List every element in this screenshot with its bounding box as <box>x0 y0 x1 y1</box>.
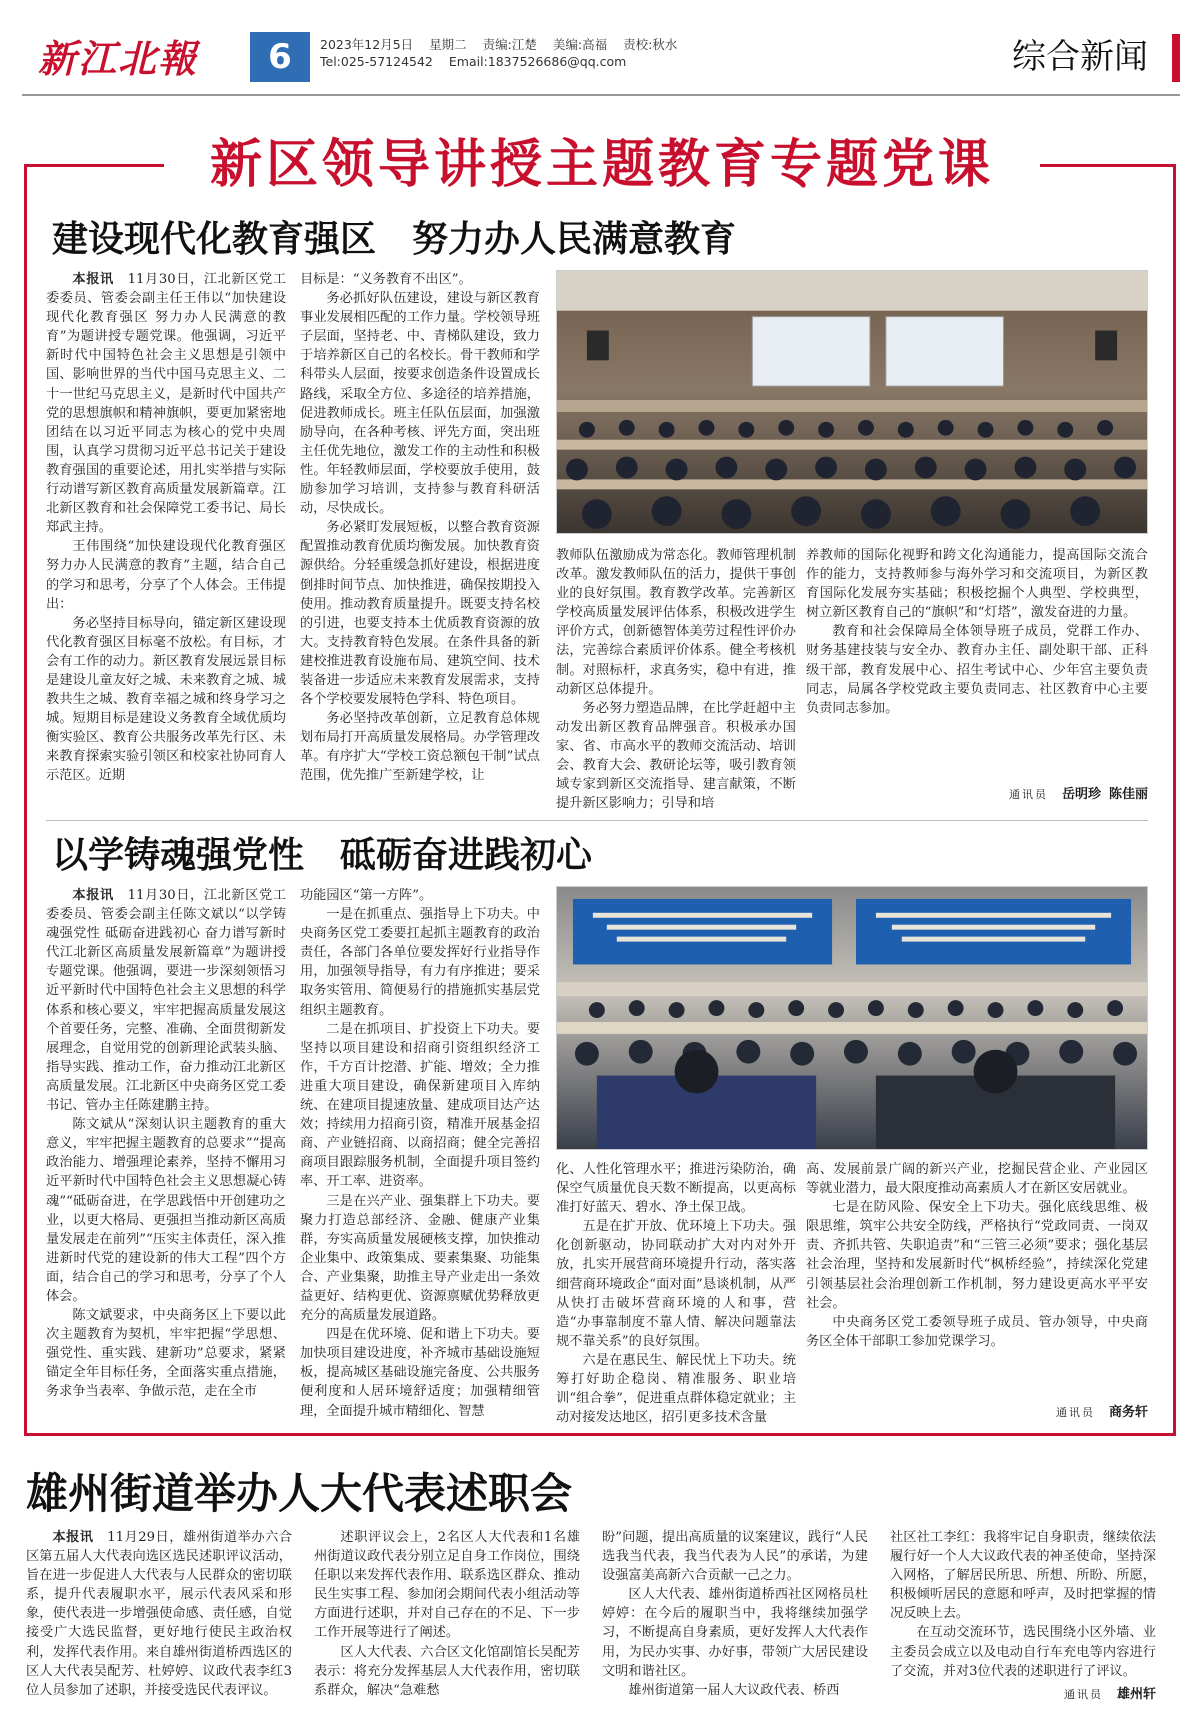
article2-para: 七是在防风险、保安全上下功夫。强化底线思维、极限思维，筑牢公共安全防线，严格执行“党政同责、一岗双责、齐抓共管、失职追责”和“三管三必须”要求；强化基层社会治理，坚持和发展新时代“枫桥经验”，持续深化党建引领基层社会治理创新工作机制，努力建设更高水平平安社会。 <box>806 1200 1148 1311</box>
frame-top-right <box>1040 164 1176 167</box>
banner-title: 新区领导讲授主题教育专题党课 <box>209 135 994 195</box>
frame-top-left <box>24 164 164 167</box>
article2-para: 三是在兴产业、强集群上下功夫。要聚力打造总部经济、金融、健康产业集群，夯实高质量发展硬核支撑，加快推动企业集中、政策集成、要素集聚、功能集合、产业集聚，助推主导产业走出一条效益更好、结构更优、资源禀赋优势释放更充分的高质量发展道路。 <box>300 1193 540 1324</box>
article2-column-2 <box>300 886 540 1420</box>
article1-para: 务必紧盯发展短板，以整合教育资源配置推动教育优质均衡发展。加快教育资源供给。分轻重缓急抓好建设，根据进度倒排时间节点、加快推进，确保按期投入使用。推动教育质量提升。既要支持名校的引进，也要支持本土优质教育资源的放大。支持教育特色发展。在条件具备的新建校推进教育设施布局、建筑空间、技术装备进一步适应未来教育发展需求，支持各个学校要发展特色学科、特色项目。 <box>300 520 540 708</box>
article3-para: 雄州街道第一届人大议政代表、桥西 <box>628 1682 840 1698</box>
page-number: 6 <box>250 32 310 82</box>
article1-column-1 <box>46 270 286 790</box>
article2-byline <box>1000 1402 1148 1424</box>
article1-para: 11月30日，江北新区党工委委员、管委会副主任王伟以“加快建设现代化教育强区 努力办人民满意的教育”为题讲授专题党课。他强调，习近平新时代中国特色社会主义思想是引领中国、影响世界的当代中国马克思主义、二十一世纪马克思主义，是新时代中国共产党的思想旗帜和精神旗帜，要更加紧密地团结在以习近平同志为核心的党中央周围，认真学习贯彻习近平总书记关于建设教育强国的重要论述，用扎实举措与实际行动谱写新区教育高质量发展新篇章。江北新区教育和社会保障党工委书记、局长郑武主持。 <box>46 272 287 536</box>
article2-para: 功能园区“第一方阵”。 <box>300 888 433 903</box>
article2-headline: 以学铸魂强党性 砥砺奋进践初心 <box>52 835 593 876</box>
article1-para: 目标是：“义务教育不出区”。 <box>300 272 472 287</box>
article2-column-1 <box>46 886 286 1420</box>
article1-byline <box>900 784 1148 806</box>
article3-para: 11月29日，雄州街道举办六合区第五届人大代表向选区选民述职评议活动，旨在进一步促进人大代表与人民群众的密切联系，提升代表履职水平，展示代表风采和形象，使代表进一步增强使命感、责任感，自觉接受广大选民监督，更好地行使民主政治权利，发挥代表作用。来自雄州街道桥西选区的区人大代表吴配芳、杜婷婷、议政代表李红3位人员参加了述职，并接受选民代表评议。 <box>26 1530 293 1698</box>
article3-para: 在互动交流环节，选民围绕小区外墙、业主委员会成立以及电动自行车充电等内容进行了交流，并对3位代表的述职进行了评议。 <box>890 1625 1156 1679</box>
article2-para: 六是在惠民生、解民忧上下功夫。统筹打好助企稳岗、精准服务、职业培训“组合拳”，促进重点群体稳定就业；主动对接发达地区，招引更多技术含量 <box>556 1352 796 1426</box>
article3-column-3 <box>602 1528 868 1704</box>
section-title: 综合新闻 <box>1012 37 1148 77</box>
proofreader-credit: 责校:秋水 <box>623 37 678 52</box>
masthead <box>22 28 1180 86</box>
article2-para: 中央商务区党工委领导班子成员、管办领导，中央商务区全体干部职工参加党课学习。 <box>806 1314 1148 1349</box>
article3-column-1 <box>26 1528 292 1704</box>
byline-label: 通讯员 <box>1055 1406 1095 1419</box>
article2-para: 一是在抓重点、强指导上下功夫。中央商务区党工委要扛起抓主题教育的政治责任，各部门各单位要发挥好行业指导作用，加强领导指导，有力有序推进；要采取务实管用、简便易行的措施抓实基层党组织主题教育。 <box>300 907 540 1018</box>
article1-para: 王伟围绕“加快建设现代化教育强区 努力办人民满意的教育”主题，结合自己的学习和思考，分享了个人体会。王伟提出： <box>46 539 286 612</box>
article3-para: 区人大代表、六合区文化馆副馆长吴配芳表示：将充分发挥基层人大代表作用，密切联系群众，解决“急难愁 <box>314 1644 580 1698</box>
article2-photo <box>556 886 1148 1150</box>
article1-para: 务必坚持改革创新，立足教育总体规划布局打开高质量发展格局。办学管理改革。有序扩大“学校工资总额包干制”试点范围，优先推广至新建学校，让 <box>300 711 540 784</box>
article1-para: 教育和社会保障局全体领导班子成员，党群工作办、财务基建技装与安全办、教育办主任、副处职干部、正科级干部，教育发展中心、招生考试中心、少年宫主要负责同志，局属各学校党政主要负责同志、社区教育中心主要负责同志参加。 <box>806 624 1148 716</box>
byline-name: 陈佳丽 <box>1108 787 1148 802</box>
masthead-rule <box>22 94 1180 96</box>
article3-para: 区人大代表、雄州街道桥西社区网格员杜婷婷：在今后的履职当中，我将继续加强学习，不断提高自身素质，更好发挥人大代表作用，为民办实事、办好事，带领广大居民建设文明和谐社区。 <box>602 1587 868 1679</box>
article1-para: 教师队伍激励成为常态化。教师管理机制改革。激发教师队伍的活力，提供干事创业的良好氛围。教育教学改革。完善新区学校高质量发展评估体系，积极改进学生评价方式，创新德智体美劳过程性评价办法，完善综合素质评价体系。健全考核机制。对照标杆，求真务实，稳中有进，推动新区总体提升。 <box>556 548 796 697</box>
byline-name: 商务轩 <box>1108 1405 1148 1420</box>
article3-headline: 雄州街道举办人大代表述职会 <box>26 1469 573 1518</box>
section-accent-bar <box>1172 34 1180 82</box>
article2-column-4 <box>806 1160 1148 1398</box>
byline-name: 雄州轩 <box>1116 1687 1156 1702</box>
article2-column-3 <box>556 1160 796 1426</box>
meeting-hall-photo-icon <box>557 271 1147 533</box>
article-divider <box>46 820 1148 821</box>
article3-para: 社区社工李红：我将牢记自身职责，继续依法履行好一个人大议政代表的神圣使命，坚持深入网格，了解居民所思、所想、所盼、所愿，积极倾听居民的意愿和呼声，及时把掌握的情况反映上去。 <box>890 1530 1156 1622</box>
article1-column-2 <box>300 270 540 790</box>
contact-email: Email:1837526686@qq.com <box>448 54 627 69</box>
issue-date: 2023年12月5日 <box>320 37 414 52</box>
article1-column-4 <box>806 546 1148 774</box>
byline-name: 岳明珍 <box>1061 787 1101 802</box>
article2-para: 五是在扩开放、优环境上下功夫。强化创新驱动，协同联动扩大对内对外开放，扎实开展营商环境提升行动，落实落细营商环境政企“面对面”恳谈机制，从严从快打击破坏营商环境的人和事，营造“办事靠制度不靠人情、解决问题靠法规不靠关系”的良好氛围。 <box>556 1219 796 1349</box>
article2-para: 陈文斌从“深刻认识主题教育的重大意义，牢牢把握主题教育的总要求”“提高政治能力、增强理论素养，坚持不懈用习近平新时代中国特色社会主义思想凝心铸魂”“砥砺奋进，在学思践悟中开创建功之业，以更大格局、更强担当推动新区高质量发展走在前列”“压实主体责任，深入推进新时代党的建设新的伟大工程”四个方面，结合自己的学习和思考，分享了个人体会。 <box>46 1117 286 1304</box>
article2-para: 化、人性化管理水平；推进污染防治，确保空气质量优良天数不断提高，以更高标准打好蓝天、碧水、净土保卫战。 <box>556 1162 796 1216</box>
article2-para: 陈文斌要求，中央商务区上下要以此次主题教育为契机，牢牢把握“学思想、强党性、重实践、建新功”总要求，紧紧锚定全年目标任务，全面落实重点措施，务求争当表率、争做示范，走在全市 <box>46 1308 286 1400</box>
issue-info <box>320 36 980 70</box>
byline-label: 通讯员 <box>1008 788 1048 801</box>
article2-lead: 本报讯 <box>72 888 114 903</box>
article1-para: 务必努力塑造品牌，在比学赶超中主动发出新区教育品牌强音。积极承办国家、省、市高水平的教师交流活动、培训会、教育大会、教研论坛等，吸引教育领域专家到新区交流指导、建言献策，不断提升新区影响力；引导和培 <box>556 700 796 812</box>
article1-para: 养教师的国际化视野和跨文化沟通能力，提高国际交流合作的能力，支持教师参与海外学习和交流项目，为新区教育国际化发展夯实基础；积极挖掘个人典型、学校典型，树立新区教育自己的“旗帜”和“灯塔”，激发奋进的力量。 <box>806 548 1148 621</box>
article2-para: 四是在优环境、促和谐上下功夫。要加快项目建设进度，补齐城市基础设施短板，提高城区基础设施完备度、公共服务便利度和人居环境舒适度；加强精细管理，全面提升城市精细化、智慧 <box>300 1327 540 1419</box>
article1-para: 务必坚持目标导向，锚定新区建设现代化教育强区目标毫不放松。有目标，才会有工作的动力。新区教育发展远景目标是建设儿童友好之城、未来教育之城、城教共生之城、教育幸福之城和终身学习之城。短期目标是建设义务教育全域优质均衡实验区、教育公共服务改革先行区、未来教育探索实验引领区和校家社协同育人示范区。近期 <box>46 615 286 784</box>
newspaper-logo: 新江北報 <box>38 36 199 81</box>
article3-lead: 本报讯 <box>52 1530 94 1545</box>
article3-column-2 <box>314 1528 580 1704</box>
article1-lead: 本报讯 <box>72 272 114 287</box>
artist-credit: 美编:高福 <box>552 37 608 52</box>
article1-para: 务必抓好队伍建设，建设与新区教育事业发展相匹配的工作力量。学校领导班子层面，坚持老、中、青梯队建设，致力于培养新区自己的名校长。骨干教师和学科带头人层面，按要求创造条件设置成长路线，采取全方位、多途径的培养措施，促进教师成长。班主任队伍层面，加强激励导向，在各种考核、评先方面，突出班主任优先地位，激发工作的主动性和积极性。年轻教师层面，学校要放手使用，鼓励参加学习培训，支持参与教育科研活动，尽快成长。 <box>300 291 540 517</box>
article2-para: 11月30日，江北新区党工委委员、管委会副主任陈文斌以“以学铸魂强党性 砥砺奋进践初心 奋力谱写新时代江北新区高质量发展新篇章”为题讲授专题党课。他强调，要进一步深刻领悟习近平新时代中国特色社会主义思想的科学体系和核心要义，牢牢把握高质量发展这个首要任务，完整、准确、全面贯彻新发展理念，自觉用党的创新理论武装头脑、指导实践、推动工作，奋力推动江北新区高质量发展。江北新区中央商务区党工委书记、管办主任陈建鹏主持。 <box>46 888 287 1114</box>
article2-para: 高、发展前景广阔的新兴产业，挖掘民营企业、产业园区等就业潜力，最大限度推动高素质人才在新区安居就业。 <box>806 1162 1148 1197</box>
article1-column-3 <box>556 546 796 812</box>
meeting-hall-photo-icon <box>557 887 1147 1149</box>
article3-byline <box>1000 1684 1156 1706</box>
contact-tel: Tel:025-57124542 <box>320 54 433 69</box>
article1-headline: 建设现代化教育强区 努力办人民满意教育 <box>52 219 737 260</box>
article3-para: 盼”问题，提出高质量的议案建议，践行“人民选我当代表，我当代表为人民”的承诺，为建设强富美高新六合贡献一己之力。 <box>602 1530 868 1584</box>
article3-para: 述职评议会上，2名区人大代表和1名雄州街道议政代表分别立足自身工作岗位，围绕任职以来发挥代表作用、联系选区群众、推动民生实事工程、参加闭会期间代表小组活动等方面进行述职，并对自己存在的不足、下一步工作开展等进行了阐述。 <box>314 1530 580 1641</box>
issue-weekday: 星期二 <box>429 37 467 52</box>
editor-credit: 责编:江楚 <box>482 37 537 52</box>
article1-photo <box>556 270 1148 534</box>
byline-label: 通讯员 <box>1063 1688 1103 1701</box>
article2-para: 二是在抓项目、扩投资上下功夫。要坚持以项目建设和招商引资组织经济工作，千方百计挖潜、扩能、增效；全力推进重大项目建设，确保新建项目入库纳统、在建项目提速放量、建成项目达产达效；持续用力招商引资，精准开展基金招商、产业链招商、以商招商；健全完善招商项目跟踪服务机制，全面提升项目签约率、开工率、进资率。 <box>300 1021 540 1190</box>
article3-column-4 <box>890 1528 1156 1678</box>
